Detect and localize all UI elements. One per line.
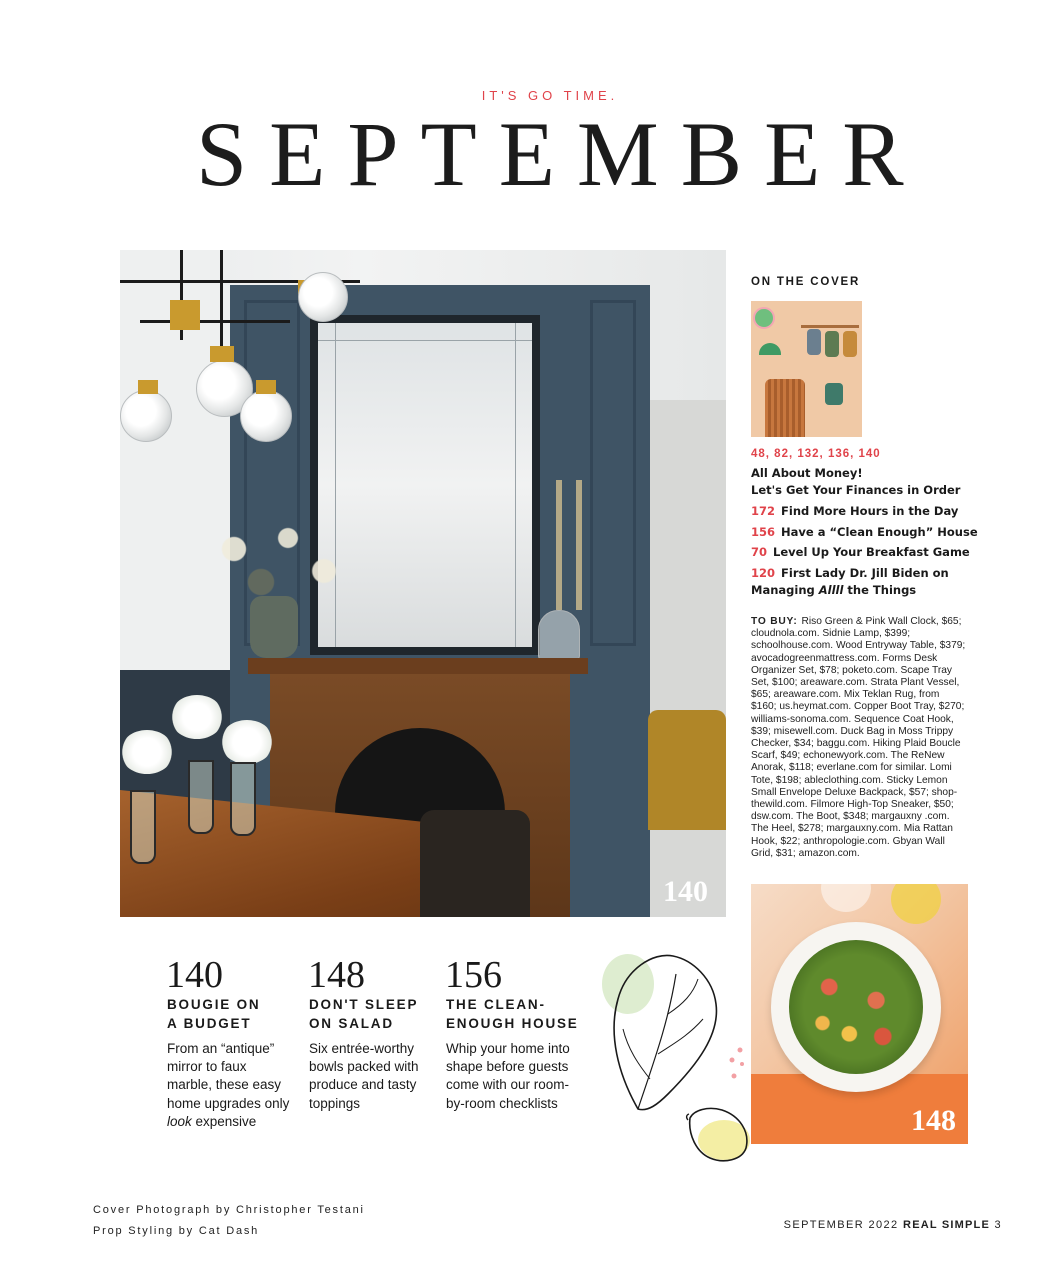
to-buy-label: TO BUY: [751,616,798,627]
clock-icon [753,307,775,329]
money-line-1: All About Money! [751,466,863,480]
decorative-dots [724,1046,748,1082]
toc-item-house[interactable] [751,524,1011,541]
toc-page: 172 [751,504,776,518]
feature-title[interactable]: THE CLEAN- ENOUGH HOUSE [446,997,579,1031]
toc-page: 156 [751,525,776,539]
to-buy-list [751,616,966,860]
lemon-illustration [684,1104,754,1166]
feature-number: 156 [445,954,502,996]
kicker: IT'S GO TIME. [481,88,619,103]
folio-issue: SEPTEMBER 2022 [783,1219,899,1231]
cover-photograph-credit: Cover Photograph by Christopher Testani [93,1204,365,1216]
page-folio [784,1219,1002,1231]
to-buy-text: Riso Green & Pink Wall Clock, $65; cloudnola.com. Sidnie Lamp, $399; schoolhouse.com. Wood Entryway Table, $379; avocadogreenmattress.com. Forms Desk Organizer Set, $78; poketo.com. Scape Tray Set, $100; areaware.com. Strata Plant Vessel, $65; areaware.com. Mix Teklan Rug, from $160; us.heymat.com. Copper Boot Tray, $270; williams-sonoma.com. Sequence Coat Hook, $39; misewell.com. Duck Bag in Moss Trippy Checker, $34; baggu.com. Hiking Plaid Boucle Scarf, $49; echonewyork.com. The ReNew Anorak, $118; everlane.com for similar. Lomi Tote, $198; ableclothing.com. Sticky Lemon Small Envelope Deluxe Backpack, $57; shop-thewild.com. Filmore High-Top Sneaker, $50; dsw.com. The Boot, $348; margauxny .com. The Heel, $278; margauxny.com. Mia Rattan Hook, $22; anthropologie.com. Gbyan Wall Grid, $31; amazon.com. [751,616,966,859]
hero-page-number: 140 [663,875,708,908]
toc-item-hours[interactable] [751,503,1011,520]
salad-photo[interactable] [751,884,968,1144]
toc-text: Have a “Clean Enough” House [781,525,978,539]
toc-page: 120 [751,566,776,580]
on-the-cover-heading: ON THE COVER [751,276,861,288]
feature-description: From an “antique” mirror to faux marble, these easy home upgrades only look expensive [167,1041,290,1129]
feature-number: 140 [166,954,223,996]
prop-styling-credit: Prop Styling by Cat Dash [93,1225,260,1237]
money-line-2: Let's Get Your Finances in Order [751,483,961,497]
feature-title[interactable]: BOUGIE ON A BUDGET [167,997,261,1031]
feature-number: 148 [308,954,365,996]
toc-page: 70 [751,545,768,559]
cover-thumbnail[interactable] [751,301,862,437]
feature-description: Six entrée-worthy bowls packed with produce and tasty toppings [309,1041,419,1111]
toc-text: Find More Hours in the Day [781,504,959,518]
folio-page: 3 [994,1219,1002,1231]
toc-text: First Lady Dr. Jill Biden on [781,566,949,580]
month-title: SEPTEMBER [196,103,926,205]
lettuce-illustration [598,944,728,1119]
salad-page-number: 148 [911,1104,956,1137]
hero-photo[interactable] [120,250,726,917]
folio-brand: REAL SIMPLE [903,1219,990,1231]
toc-item-biden-line2: Managing Allll the Things [751,583,917,597]
photo-credits [93,1200,365,1242]
feature-description: Whip your home into shape before guests come with our room-by-room checklists [446,1041,570,1111]
money-page-numbers: 48, 82, 132, 136, 140 [751,448,881,460]
toc-item-breakfast[interactable] [751,544,1011,561]
toc-text: Level Up Your Breakfast Game [773,545,970,559]
feature-title[interactable]: DON'T SLEEP ON SALAD [309,997,419,1031]
toc-item-biden[interactable] [751,565,1011,582]
